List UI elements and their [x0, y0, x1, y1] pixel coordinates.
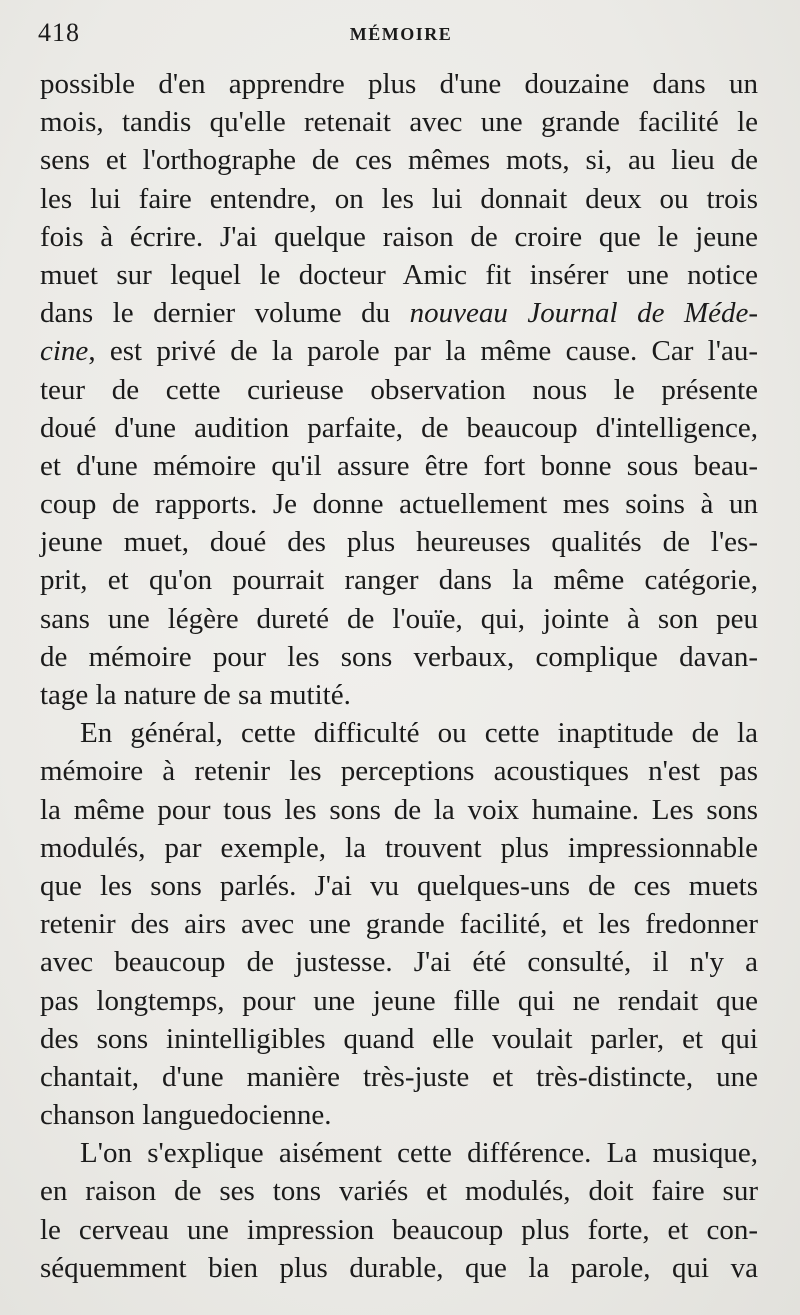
journal-title-italic: nouveau Journal de Méde-: [409, 297, 758, 330]
text-run: , est privé de la parole par la même cause. Car l'au-: [88, 335, 758, 368]
text-line: mémoire à retenir les perceptions acoustiques n'est pas: [40, 755, 758, 788]
text-line: la même pour tous les sons de la voix humaine. Les sons: [40, 793, 758, 826]
text-line: modulés, par exemple, la trouvent plus impressionnable: [40, 831, 758, 864]
text-line: le cerveau une impression beaucoup plus forte, et con-: [40, 1213, 758, 1246]
text-line: pas longtemps, pour une jeune fille qui ne rendait que: [40, 984, 758, 1017]
journal-title-italic: cine: [40, 335, 89, 368]
text-line: en raison de ses tons variés et modulés, doit faire sur: [40, 1175, 758, 1208]
paragraph-start-line: L'on s'explique aisément cette différence. La musique,: [80, 1137, 758, 1170]
text-line: muet sur lequel le docteur Amic fit insérer une notice: [40, 258, 758, 291]
text-line: possible d'en apprendre plus d'une douzaine dans un: [40, 68, 758, 100]
paragraph-end-line: tage la nature de sa mutité.: [40, 679, 351, 711]
running-head: [38, 18, 764, 52]
text-line: de mémoire pour les sons verbaux, complique davan-: [40, 640, 758, 673]
text-line: teur de cette curieuse observation nous le présente: [40, 373, 758, 406]
text-line: séquemment bien plus durable, que la parole, qui va: [40, 1251, 758, 1284]
body-text: [40, 65, 758, 1287]
paragraph-start-line: En général, cette difficulté ou cette inaptitude de la: [80, 717, 758, 750]
running-title: MÉMOIRE: [349, 24, 453, 44]
text-run: dans le dernier volume du: [40, 297, 410, 330]
text-line: jeune muet, doué des plus heureuses qualités de l'es-: [40, 526, 758, 559]
text-line: prit, et qu'on pourrait ranger dans la même catégorie,: [40, 564, 758, 597]
text-line: les lui faire entendre, on les lui donnait deux ou trois: [40, 182, 758, 215]
text-line: doué d'une audition parfaite, de beaucoup d'intelligence,: [40, 411, 758, 444]
text-line: avec beaucoup de justesse. J'ai été consulté, il n'y a: [40, 946, 758, 979]
text-line: [40, 294, 758, 332]
page-number: 418: [38, 18, 80, 47]
text-line: chantait, d'une manière très-juste et très-distincte, une: [40, 1060, 758, 1093]
text-line: sens et l'orthographe de ces mêmes mots, si, au lieu de: [40, 144, 758, 177]
text-line: fois à écrire. J'ai quelque raison de croire que le jeune: [40, 220, 758, 253]
text-line: mois, tandis qu'elle retenait avec une grande facilité le: [40, 106, 758, 139]
text-line: et d'une mémoire qu'il assure être fort bonne sous beau-: [40, 449, 758, 482]
paragraph-end-line: chanson languedocienne.: [40, 1099, 332, 1132]
text-line: des sons inintelligibles quand elle voulait parler, et qui: [40, 1022, 758, 1055]
text-line: coup de rapports. Je donne actuellement mes soins à un: [40, 488, 758, 521]
text-line: [40, 332, 758, 370]
text-line: que les sons parlés. J'ai vu quelques-uns de ces muets: [40, 869, 758, 902]
text-line: retenir des airs avec une grande facilité, et les fredonner: [40, 908, 758, 941]
text-line: sans une légère dureté de l'ouïe, qui, jointe à son peu: [40, 602, 758, 635]
